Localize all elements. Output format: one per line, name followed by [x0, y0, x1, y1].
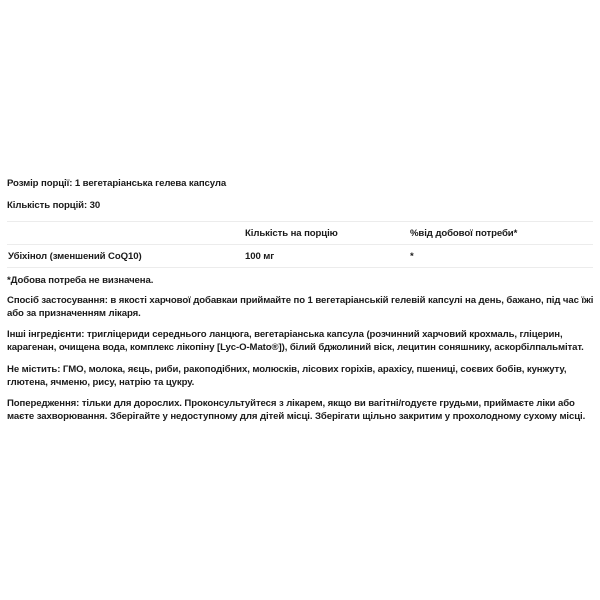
footnote: *Добова потреба не визначена. [7, 275, 154, 286]
ingredient-amount: 100 мг [245, 251, 275, 262]
servings-count: Кількість порцій: 30 [7, 200, 101, 211]
allergens-paragraph: Не містить: ГМО, молока, яєць, риби, ракоподібних, молюсків, лісових горіхів, арахісу, пшениці, соєвих бобів, кунжуту, глютена, ячменю, рису, натрію та цукру. [7, 364, 567, 389]
header-cell: %від добової потреби* [410, 228, 518, 239]
table-header-row [7, 221, 593, 244]
header-cell: Кількість на порцію [245, 228, 338, 239]
table-row [7, 244, 593, 268]
other-ingredients-paragraph: Інші інгредієнти: тригліцериди середнього ланцюга, вегетаріанська капсула (розчинний харчовий крохмаль, гліцерин, карагенан, очищена вода, комплекс лікопіну [Lyc-O-Mato®]), білий бджолиний віск, лецитин соняшнику, аскорбілпальмітат. [7, 329, 584, 354]
ingredient-daily-value: * [410, 251, 414, 262]
ingredient-name: Убіхінол (зменшений CoQ10) [8, 251, 142, 262]
usage-paragraph: Спосіб застосування: в якості харчової добавкаи приймайте по 1 вегетаріанській гелевій капсулі на день, бажано, під час їжі або за призначенням лікаря. [7, 295, 594, 320]
warning-paragraph: Попередження: тільки для дорослих. Проконсультуйтеся з лікарем, якщо ви вагітні/годуєте грудьми, приймаєте ліки або маєте захворювання. Зберігайте у недоступному для дітей місці. Зберігати щільно закритим у прохолодному сухому місці. [7, 398, 586, 423]
supplement-facts-table [7, 221, 593, 268]
serving-size: Розмір порції: 1 вегетаріанська гелева капсула [7, 178, 227, 189]
